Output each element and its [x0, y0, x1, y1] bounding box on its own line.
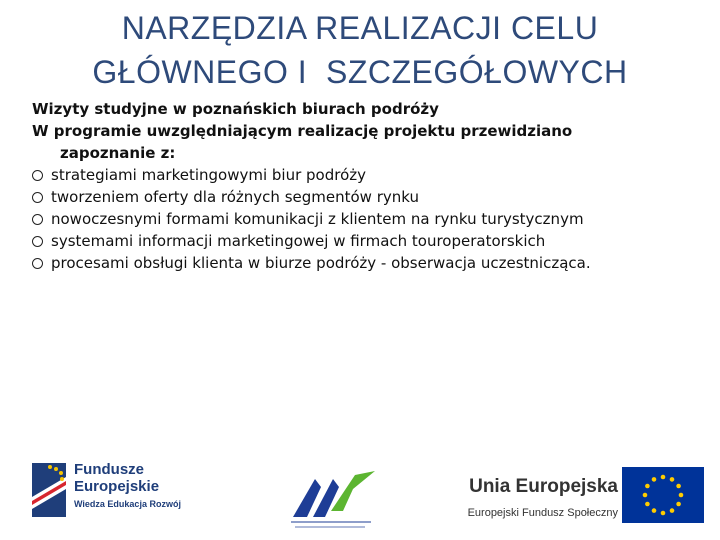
- fe-star-flag-icon: [30, 457, 70, 519]
- slide-content: [32, 98, 712, 274]
- circle-bullet-icon: [32, 258, 43, 269]
- content-intro-line-2: zapoznanie z:: [60, 144, 176, 162]
- title-line-2: GŁÓWNEGO I SZCZEGÓŁOWYCH: [92, 54, 628, 90]
- fundusze-europejskie-logo: [30, 457, 190, 519]
- ue-title: Unia Europejska: [469, 476, 618, 497]
- list-item-text: nowoczesnymi formami komunikacji z klientem na rynku turystycznym: [51, 210, 584, 228]
- list-item: [32, 164, 712, 186]
- list-item: [32, 208, 712, 230]
- list-item: [32, 186, 712, 208]
- unia-europejska-text: [438, 475, 618, 521]
- ue-subtitle: Europejski Fundusz Społeczny: [467, 507, 618, 519]
- fe-name: Fundusze Europejskie: [74, 461, 160, 495]
- list-item-text: procesami obsługi klienta w biurze podróży - obserwacja uczestnicząca.: [51, 254, 591, 272]
- slide-title: [0, 6, 720, 94]
- eu-flag-icon: [622, 467, 704, 523]
- content-heading: Wizyty studyjne w poznańskich biurach podróży: [32, 100, 439, 118]
- amf-logo: [285, 465, 380, 533]
- list-item: [32, 230, 712, 252]
- list-item-text: tworzeniem oferty dla różnych segmentów rynku: [51, 188, 419, 206]
- content-intro-line-1: W programie uwzględniającym realizację projektu przewidziano: [32, 122, 573, 140]
- circle-bullet-icon: [32, 214, 43, 225]
- circle-bullet-icon: [32, 192, 43, 203]
- circle-bullet-icon: [32, 236, 43, 247]
- amf-wing-icon: [285, 465, 380, 533]
- circle-bullet-icon: [32, 170, 43, 181]
- list-item-text: systemami informacji marketingowej w firmach touroperatorskich: [51, 232, 546, 250]
- logo-footer: [0, 455, 720, 540]
- list-item-text: strategiami marketingowymi biur podróży: [51, 166, 367, 184]
- list-item: [32, 252, 712, 274]
- fe-subtitle: Wiedza Edukacja Rozwój: [74, 499, 181, 509]
- title-line-1: NARZĘDZIA REALIZACJI CELU: [121, 10, 599, 46]
